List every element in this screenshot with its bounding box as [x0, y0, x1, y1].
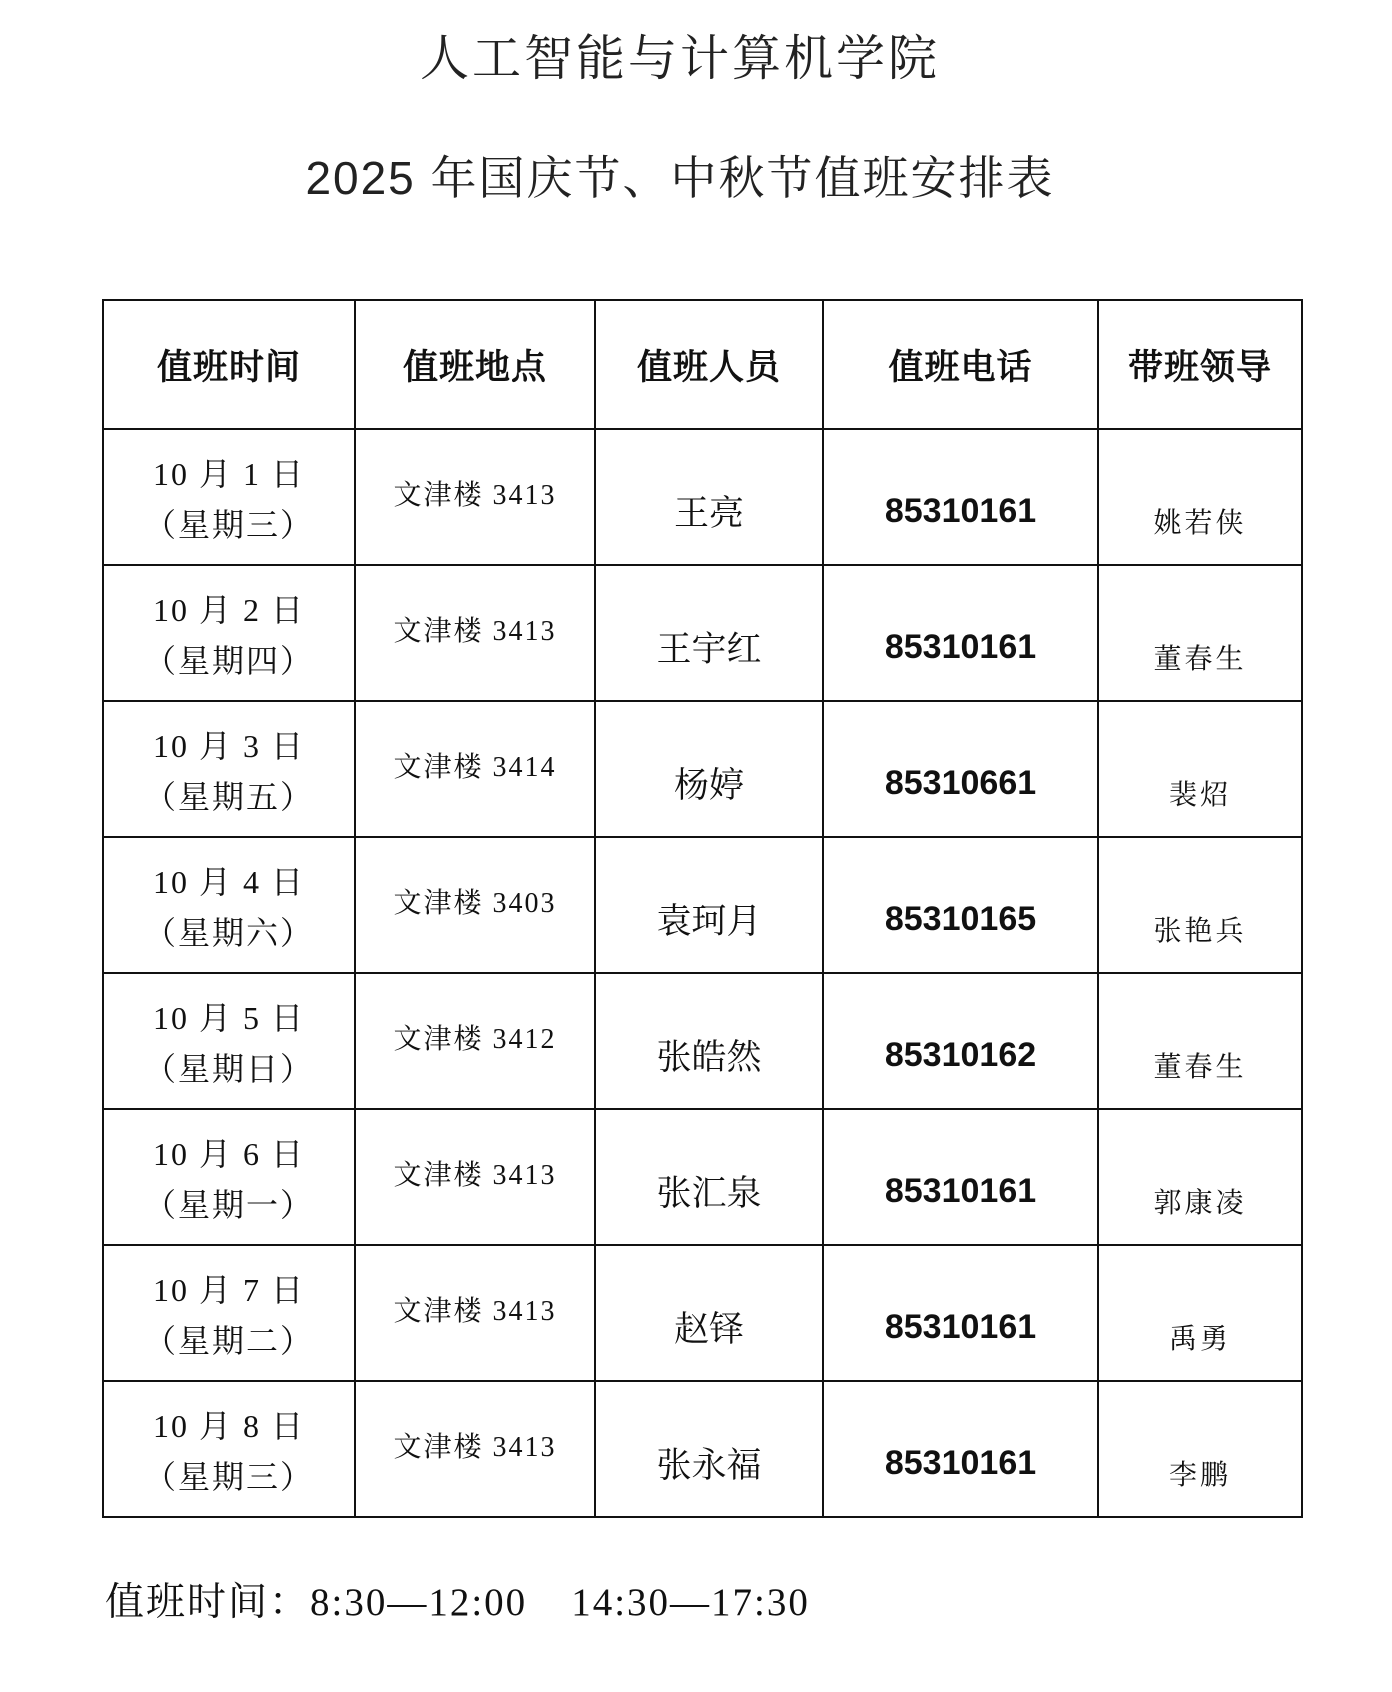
duty-leader-cell — [1098, 837, 1302, 973]
duty-weekday: （星期一） — [143, 1187, 314, 1223]
duty-date-cell — [103, 565, 355, 701]
duty-phone: 85310162 — [884, 1035, 1037, 1074]
duty-date: 10 月 7 日 — [152, 1272, 305, 1308]
duty-location-cell — [355, 701, 595, 837]
duty-leader-cell — [1098, 701, 1302, 837]
duty-date-cell — [103, 1381, 355, 1517]
duty-leader-cell — [1098, 1245, 1302, 1381]
duty-weekday: （星期四） — [143, 643, 314, 679]
duty-date-block — [144, 1401, 314, 1503]
duty-person: 杨婷 — [673, 766, 744, 805]
duty-person-cell — [595, 973, 823, 1109]
duty-location-cell — [355, 1109, 595, 1245]
duty-date-block — [144, 1129, 314, 1231]
duty-leader: 董春生 — [1153, 1052, 1247, 1083]
duty-person-cell — [595, 1109, 823, 1245]
duty-leader-cell — [1098, 973, 1302, 1109]
duty-person-cell — [595, 1245, 823, 1381]
duty-location-cell — [355, 429, 595, 565]
table-row — [103, 701, 1302, 837]
duty-person: 赵铎 — [673, 1310, 744, 1349]
duty-phone-cell — [823, 565, 1098, 701]
duty-phone-cell — [823, 1109, 1098, 1245]
duty-leader: 李鹏 — [1168, 1460, 1231, 1491]
duty-date-block — [144, 585, 314, 687]
duty-date: 10 月 5 日 — [152, 1000, 305, 1036]
duty-location-cell — [355, 1245, 595, 1381]
duty-date: 10 月 3 日 — [152, 728, 305, 764]
duty-location: 文津楼 3413 — [393, 1432, 557, 1463]
duty-phone: 85310661 — [884, 763, 1037, 802]
duty-leader: 张艳兵 — [1153, 916, 1247, 947]
duty-phone-cell — [823, 429, 1098, 565]
duty-date-block — [144, 449, 314, 551]
duty-location: 文津楼 3412 — [393, 1024, 557, 1055]
duty-phone: 85310161 — [884, 1171, 1037, 1210]
duty-date-block — [144, 721, 314, 823]
duty-date: 10 月 6 日 — [152, 1136, 305, 1172]
duty-location-cell — [355, 565, 595, 701]
duty-phone-cell — [823, 837, 1098, 973]
duty-phone: 85310161 — [884, 491, 1037, 530]
duty-person: 张永福 — [656, 1446, 762, 1485]
duty-date: 10 月 2 日 — [152, 592, 305, 628]
duty-person-cell — [595, 701, 823, 837]
duty-leader: 董春生 — [1153, 644, 1247, 675]
header-duty-location: 值班地点 — [355, 300, 595, 429]
duty-person-cell — [595, 565, 823, 701]
duty-location: 文津楼 3413 — [393, 1296, 557, 1327]
duty-phone-cell — [823, 1245, 1098, 1381]
duty-phone: 85310161 — [884, 1443, 1037, 1482]
duty-hours-afternoon: 14:30—17:30 — [571, 1581, 810, 1624]
header-duty-time: 值班时间 — [103, 300, 355, 429]
duty-leader: 姚若侠 — [1153, 508, 1247, 539]
duty-date-cell — [103, 1109, 355, 1245]
duty-date-cell — [103, 1245, 355, 1381]
header-duty-person: 值班人员 — [595, 300, 823, 429]
duty-date-block — [144, 993, 314, 1095]
duty-weekday: （星期二） — [143, 1323, 314, 1359]
duty-leader-cell — [1098, 429, 1302, 565]
table-row — [103, 429, 1302, 565]
duty-person-cell — [595, 1381, 823, 1517]
duty-leader: 禹勇 — [1168, 1324, 1231, 1355]
duty-person: 张皓然 — [656, 1038, 762, 1077]
table-row — [103, 1109, 1302, 1245]
header-duty-leader: 带班领导 — [1098, 300, 1302, 429]
duty-person: 袁珂月 — [656, 902, 762, 941]
duty-date-block — [144, 857, 314, 959]
duty-location: 文津楼 3413 — [393, 616, 557, 647]
duty-weekday: （星期三） — [143, 1459, 314, 1495]
duty-leader: 郭康凌 — [1153, 1188, 1247, 1219]
duty-person-cell — [595, 837, 823, 973]
table-row — [103, 973, 1302, 1109]
duty-person: 张汇泉 — [656, 1174, 762, 1213]
duty-date-cell — [103, 837, 355, 973]
duty-weekday: （星期六） — [143, 915, 314, 951]
document-subtitle: 2025 年国庆节、中秋节值班安排表 — [305, 152, 1055, 204]
duty-date: 10 月 4 日 — [152, 864, 305, 900]
duty-location-cell — [355, 1381, 595, 1517]
duty-weekday: （星期日） — [143, 1051, 314, 1087]
duty-weekday: （星期五） — [143, 779, 314, 815]
table-header — [103, 300, 1302, 429]
duty-hours-morning: 8:30—12:00 — [310, 1581, 528, 1624]
duty-person: 王亮 — [673, 494, 744, 533]
duty-phone: 85310161 — [884, 627, 1037, 666]
duty-phone-cell — [823, 973, 1098, 1109]
duty-phone: 85310165 — [884, 899, 1037, 938]
duty-date-cell — [103, 973, 355, 1109]
duty-weekday: （星期三） — [143, 507, 314, 543]
table-body — [103, 429, 1302, 1517]
duty-phone: 85310161 — [884, 1307, 1037, 1346]
table-row — [103, 837, 1302, 973]
duty-date-cell — [103, 429, 355, 565]
duty-leader: 裴炤 — [1168, 780, 1231, 811]
duty-person: 王宇红 — [656, 630, 762, 669]
duty-schedule-table — [102, 299, 1303, 1518]
duty-person-cell — [595, 429, 823, 565]
duty-location: 文津楼 3414 — [393, 752, 557, 783]
duty-phone-cell — [823, 701, 1098, 837]
duty-leader-cell — [1098, 1109, 1302, 1245]
duty-date: 10 月 1 日 — [152, 456, 305, 492]
duty-date: 10 月 8 日 — [152, 1408, 305, 1444]
duty-date-cell — [103, 701, 355, 837]
duty-location: 文津楼 3413 — [393, 480, 557, 511]
duty-date-block — [144, 1265, 314, 1367]
document-title: 人工智能与计算机学院 — [419, 31, 940, 86]
duty-location-cell — [355, 973, 595, 1109]
duty-hours-label: 值班时间： — [105, 1581, 311, 1624]
duty-hours-note — [105, 1578, 810, 1628]
duty-location-cell — [355, 837, 595, 973]
duty-leader-cell — [1098, 565, 1302, 701]
duty-location: 文津楼 3403 — [393, 888, 557, 919]
table-row — [103, 565, 1302, 701]
duty-leader-cell — [1098, 1381, 1302, 1517]
duty-phone-cell — [823, 1381, 1098, 1517]
table-row — [103, 1245, 1302, 1381]
header-duty-phone: 值班电话 — [823, 300, 1098, 429]
duty-location: 文津楼 3413 — [393, 1160, 557, 1191]
header-row — [103, 300, 1302, 429]
table-row — [103, 1381, 1302, 1517]
